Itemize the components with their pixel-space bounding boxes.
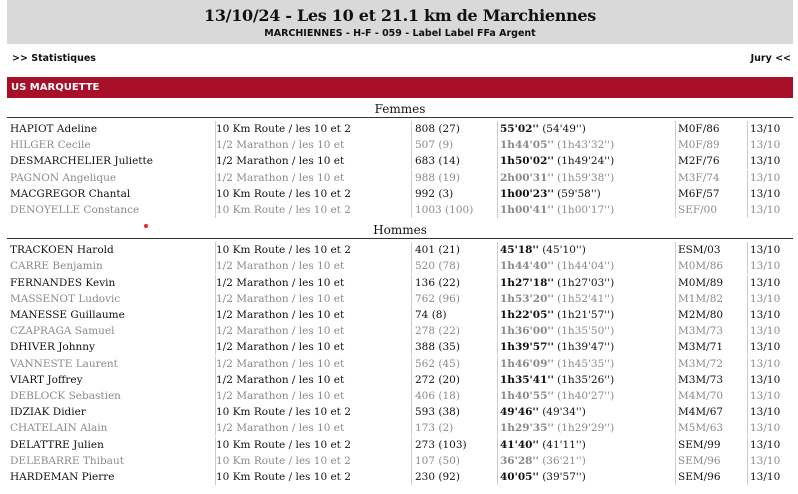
official-time: 45'18'' bbox=[500, 244, 539, 257]
athlete-name[interactable]: DENOYELLE Constance bbox=[10, 204, 140, 216]
official-time: 1h46'09'' bbox=[500, 357, 554, 370]
official-time: 1h40'55'' bbox=[500, 390, 554, 402]
real-time: (1h45'35'') bbox=[553, 357, 615, 370]
place-rank: 507 (9) bbox=[411, 137, 497, 153]
place-rank: 272 (20) bbox=[411, 372, 497, 388]
place-rank: 1003 (100) bbox=[411, 202, 497, 218]
real-time: (36'21'') bbox=[538, 454, 586, 467]
race-course: 10 Km Route / les 10 et 2 bbox=[215, 121, 412, 137]
result-row[interactable] bbox=[7, 404, 793, 420]
finish-time bbox=[497, 339, 650, 355]
finish-time bbox=[497, 388, 650, 404]
official-time: 49'46'' bbox=[500, 406, 539, 419]
finish-time bbox=[497, 404, 650, 420]
athlete-name[interactable]: CARRE Benjamin bbox=[10, 260, 103, 273]
athlete-name[interactable]: MASSENOT Ludovic bbox=[10, 292, 121, 305]
athlete-name[interactable]: MACGREGOR Chantal bbox=[10, 187, 131, 200]
result-row[interactable] bbox=[7, 339, 793, 355]
race-date: 13/10 bbox=[747, 372, 794, 388]
result-row[interactable] bbox=[7, 437, 793, 453]
category: M0F/89 bbox=[675, 137, 748, 153]
official-time: 55'02'' bbox=[500, 123, 539, 135]
race-course: 1/2 Marathon / les 10 et bbox=[215, 339, 412, 355]
real-time: (1h35'50'') bbox=[553, 325, 615, 338]
official-time: 1h29'35'' bbox=[500, 422, 554, 435]
race-date: 13/10 bbox=[747, 356, 794, 372]
finish-time bbox=[497, 356, 650, 372]
race-date: 13/10 bbox=[747, 388, 794, 404]
race-course: 1/2 Marathon / les 10 et bbox=[215, 372, 412, 388]
result-row[interactable] bbox=[7, 258, 793, 274]
result-row[interactable] bbox=[7, 202, 793, 218]
official-time: 1h39'57'' bbox=[500, 341, 554, 354]
official-time: 1h35'41'' bbox=[500, 373, 554, 386]
athlete-name[interactable]: DESMARCHELIER Juliette bbox=[10, 155, 153, 168]
category: SEM/96 bbox=[675, 453, 748, 469]
race-date: 13/10 bbox=[747, 242, 794, 258]
statistiques-link[interactable]: >> Statistiques bbox=[12, 53, 96, 64]
result-row[interactable] bbox=[7, 186, 793, 202]
race-course: 1/2 Marathon / les 10 et bbox=[215, 356, 412, 372]
place-rank: 593 (38) bbox=[411, 404, 497, 420]
real-time: (59'58'') bbox=[553, 187, 601, 200]
real-time: (54'49'') bbox=[538, 123, 586, 135]
race-course: 1/2 Marathon / les 10 et bbox=[215, 323, 412, 339]
official-time: 1h22'05'' bbox=[500, 309, 554, 321]
category: SEF/00 bbox=[675, 202, 748, 218]
place-rank: 136 (22) bbox=[411, 275, 497, 291]
category: M0F/86 bbox=[675, 121, 748, 137]
result-row[interactable] bbox=[7, 307, 793, 323]
category: M3F/74 bbox=[675, 170, 748, 186]
nav-bar bbox=[7, 52, 793, 66]
result-row[interactable] bbox=[7, 153, 793, 169]
result-row[interactable] bbox=[7, 291, 793, 307]
official-time: 1h53'20'' bbox=[500, 292, 554, 305]
official-time: 36'28'' bbox=[500, 454, 539, 467]
race-date: 13/10 bbox=[747, 323, 794, 339]
race-date: 13/10 bbox=[747, 258, 794, 274]
finish-time bbox=[497, 242, 650, 258]
athlete-name[interactable]: DELATTRE Julien bbox=[10, 438, 104, 451]
category: M5M/63 bbox=[675, 420, 748, 436]
real-time: (49'34'') bbox=[538, 406, 586, 419]
athlete-name[interactable]: DHIVER Johnny bbox=[10, 341, 95, 354]
category: M3M/71 bbox=[675, 339, 748, 355]
place-rank: 683 (14) bbox=[411, 153, 497, 169]
race-course: 1/2 Marathon / les 10 et bbox=[215, 258, 412, 274]
race-date: 13/10 bbox=[747, 186, 794, 202]
race-course: 1/2 Marathon / les 10 et bbox=[215, 420, 412, 436]
athlete-name[interactable]: FERNANDES Kevin bbox=[10, 276, 116, 289]
real-time: (45'10'') bbox=[538, 244, 586, 257]
red-dot-marker bbox=[144, 224, 148, 228]
real-time: (1h21'57'') bbox=[553, 309, 615, 321]
real-time: (1h49'24'') bbox=[553, 155, 615, 168]
place-rank: 273 (103) bbox=[411, 437, 497, 453]
official-time: 1h00'23'' bbox=[500, 187, 554, 200]
race-date: 13/10 bbox=[747, 202, 794, 218]
race-course: 10 Km Route / les 10 et 2 bbox=[215, 469, 412, 485]
real-time: (1h35'26'') bbox=[553, 373, 615, 386]
category: M0M/86 bbox=[675, 258, 748, 274]
result-row[interactable] bbox=[7, 242, 793, 258]
finish-time bbox=[497, 420, 650, 436]
place-rank: 562 (45) bbox=[411, 356, 497, 372]
official-time: 40'05'' bbox=[500, 471, 539, 483]
athlete-name[interactable]: HARDEMAN Pierre bbox=[10, 471, 115, 483]
real-time: (1h59'38'') bbox=[553, 171, 615, 184]
race-course: 10 Km Route / les 10 et 2 bbox=[215, 453, 412, 469]
category: M2M/80 bbox=[675, 307, 748, 323]
result-row[interactable] bbox=[7, 137, 793, 153]
race-date: 13/10 bbox=[747, 291, 794, 307]
finish-time bbox=[497, 437, 650, 453]
result-row[interactable] bbox=[7, 453, 793, 469]
place-rank: 74 (8) bbox=[411, 307, 497, 323]
race-course: 10 Km Route / les 10 et 2 bbox=[215, 186, 412, 202]
page-subtitle: MARCHIENNES - H-F - 059 - Label Label FFa Argent bbox=[264, 28, 536, 39]
category: M2F/76 bbox=[675, 153, 748, 169]
finish-time bbox=[497, 121, 650, 137]
finish-time bbox=[497, 453, 650, 469]
athlete-name[interactable]: CZAPRAGA Samuel bbox=[10, 325, 115, 338]
athlete-name[interactable]: IDZIAK Didier bbox=[10, 406, 86, 419]
race-date: 13/10 bbox=[747, 339, 794, 355]
athlete-name[interactable]: MANESSE Guillaume bbox=[10, 309, 125, 321]
athlete-name[interactable]: DELEBARRE Thibaut bbox=[10, 454, 124, 467]
official-time: 1h36'00'' bbox=[500, 325, 554, 338]
real-time: (1h39'47'') bbox=[553, 341, 615, 354]
category: M0M/89 bbox=[675, 275, 748, 291]
category: M3M/72 bbox=[675, 356, 748, 372]
jury-link[interactable]: Jury << bbox=[750, 53, 791, 64]
athlete-name[interactable]: CHATELAIN Alain bbox=[10, 422, 108, 435]
category: M3M/73 bbox=[675, 323, 748, 339]
real-time: (1h40'27'') bbox=[553, 390, 615, 402]
official-time: 1h00'41'' bbox=[500, 204, 554, 216]
result-row[interactable] bbox=[7, 323, 793, 339]
place-rank: 988 (19) bbox=[411, 170, 497, 186]
race-course: 1/2 Marathon / les 10 et bbox=[215, 137, 412, 153]
place-rank: 278 (22) bbox=[411, 323, 497, 339]
result-row[interactable] bbox=[7, 170, 793, 186]
race-course: 10 Km Route / les 10 et 2 bbox=[215, 202, 412, 218]
category: M1M/82 bbox=[675, 291, 748, 307]
race-course: 10 Km Route / les 10 et 2 bbox=[215, 404, 412, 420]
result-row[interactable] bbox=[7, 275, 793, 291]
finish-time bbox=[497, 137, 650, 153]
real-time: (1h43'32'') bbox=[553, 139, 615, 152]
athlete-name[interactable]: HILGER Cecile bbox=[10, 139, 91, 152]
finish-time bbox=[497, 275, 650, 291]
race-date: 13/10 bbox=[747, 404, 794, 420]
section-title-femmes: Femmes bbox=[7, 101, 793, 118]
race-date: 13/10 bbox=[747, 307, 794, 323]
category: SEM/99 bbox=[675, 437, 748, 453]
race-date: 13/10 bbox=[747, 153, 794, 169]
race-course: 10 Km Route / les 10 et 2 bbox=[215, 242, 412, 258]
finish-time bbox=[497, 153, 650, 169]
result-row[interactable] bbox=[7, 469, 793, 485]
category: ESM/03 bbox=[675, 242, 748, 258]
race-date: 13/10 bbox=[747, 469, 794, 485]
real-time: (1h52'41'') bbox=[553, 292, 615, 305]
race-date: 13/10 bbox=[747, 420, 794, 436]
finish-time bbox=[497, 186, 650, 202]
race-date: 13/10 bbox=[747, 121, 794, 137]
athlete-name[interactable]: DEBLOCK Sebastien bbox=[10, 390, 121, 402]
official-time: 1h44'05'' bbox=[500, 139, 554, 152]
place-rank: 808 (27) bbox=[411, 121, 497, 137]
race-course: 1/2 Marathon / les 10 et bbox=[215, 307, 412, 323]
athlete-name[interactable]: HAPIOT Adeline bbox=[10, 123, 98, 135]
finish-time bbox=[497, 372, 650, 388]
finish-time bbox=[497, 469, 650, 485]
race-course: 1/2 Marathon / les 10 et bbox=[215, 388, 412, 404]
result-row[interactable] bbox=[7, 420, 793, 436]
place-rank: 406 (18) bbox=[411, 388, 497, 404]
category: M6F/57 bbox=[675, 186, 748, 202]
athlete-name[interactable]: TRACKOEN Harold bbox=[10, 244, 114, 257]
finish-time bbox=[497, 170, 650, 186]
club-header: US MARQUETTE bbox=[7, 77, 793, 98]
place-rank: 388 (35) bbox=[411, 339, 497, 355]
race-course: 1/2 Marathon / les 10 et bbox=[215, 153, 412, 169]
official-time: 1h50'02'' bbox=[500, 155, 554, 168]
place-rank: 230 (92) bbox=[411, 469, 497, 485]
athlete-name[interactable]: PAGNON Angelique bbox=[10, 171, 117, 184]
official-time: 41'40'' bbox=[500, 438, 539, 451]
race-course: 1/2 Marathon / les 10 et bbox=[215, 170, 412, 186]
athlete-name[interactable]: VANNESTE Laurent bbox=[10, 357, 118, 370]
result-row[interactable] bbox=[7, 372, 793, 388]
finish-time bbox=[497, 291, 650, 307]
category: SEM/96 bbox=[675, 469, 748, 485]
page-header bbox=[7, 0, 793, 44]
place-rank: 762 (96) bbox=[411, 291, 497, 307]
race-date: 13/10 bbox=[747, 275, 794, 291]
official-time: 2h00'31'' bbox=[500, 171, 554, 184]
result-row[interactable] bbox=[7, 388, 793, 404]
real-time: (1h27'03'') bbox=[553, 276, 615, 289]
result-row[interactable] bbox=[7, 356, 793, 372]
result-row[interactable] bbox=[7, 121, 793, 137]
finish-time bbox=[497, 307, 650, 323]
category: M4M/67 bbox=[675, 404, 748, 420]
category: M4M/70 bbox=[675, 388, 748, 404]
athlete-name[interactable]: VIART Joffrey bbox=[10, 373, 83, 386]
official-time: 1h27'18'' bbox=[500, 276, 554, 289]
real-time: (1h29'29'') bbox=[553, 422, 615, 435]
race-course: 1/2 Marathon / les 10 et bbox=[215, 291, 412, 307]
place-rank: 173 (2) bbox=[411, 420, 497, 436]
place-rank: 520 (78) bbox=[411, 258, 497, 274]
finish-time bbox=[497, 258, 650, 274]
race-course: 10 Km Route / les 10 et 2 bbox=[215, 437, 412, 453]
page-title: 13/10/24 - Les 10 et 21.1 km de Marchiennes bbox=[203, 6, 596, 25]
category: M3M/73 bbox=[675, 372, 748, 388]
section-title-hommes: Hommes bbox=[7, 222, 793, 239]
race-date: 13/10 bbox=[747, 437, 794, 453]
finish-time bbox=[497, 202, 650, 218]
official-time: 1h44'40'' bbox=[500, 260, 554, 273]
race-date: 13/10 bbox=[747, 170, 794, 186]
place-rank: 992 (3) bbox=[411, 186, 497, 202]
place-rank: 401 (21) bbox=[411, 242, 497, 258]
race-date: 13/10 bbox=[747, 453, 794, 469]
race-course: 1/2 Marathon / les 10 et bbox=[215, 275, 412, 291]
real-time: (41'11'') bbox=[538, 438, 586, 451]
real-time: (1h00'17'') bbox=[553, 204, 615, 216]
real-time: (1h44'04'') bbox=[553, 260, 615, 273]
place-rank: 107 (50) bbox=[411, 453, 497, 469]
race-date: 13/10 bbox=[747, 137, 794, 153]
real-time: (39'57'') bbox=[538, 471, 586, 483]
finish-time bbox=[497, 323, 650, 339]
